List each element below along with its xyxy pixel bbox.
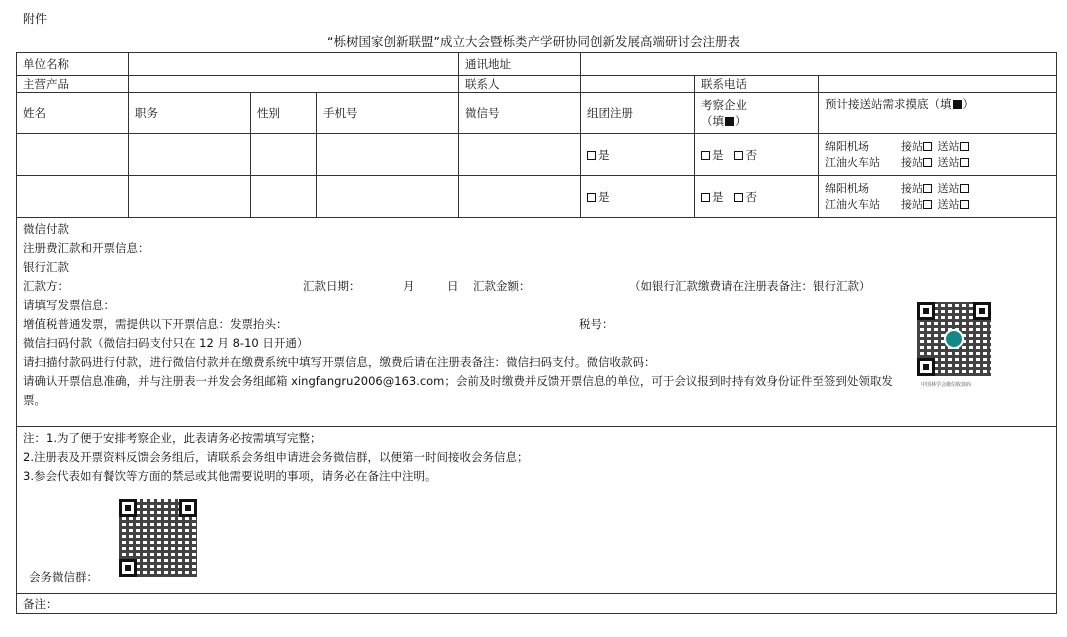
jiangyou-pickup-checkbox[interactable] <box>923 158 932 167</box>
inspect-header <box>695 93 819 134</box>
inspect-no-checkbox[interactable] <box>734 151 743 160</box>
inspect-cell <box>695 134 819 176</box>
remarks-cell[interactable] <box>17 594 1057 614</box>
filled-square-icon <box>725 117 734 126</box>
notes-cell <box>17 427 1057 594</box>
payment-line-1: 微信付款 <box>23 222 69 236</box>
mianyang-pickup-checkbox[interactable] <box>923 184 932 193</box>
invoice-title-label: 增值税普通发票，需提供以下开票信息：发票抬头： <box>23 317 288 331</box>
group-cell <box>581 176 695 218</box>
pickup-label: 接站 <box>901 155 924 169</box>
payment-line-2: 注册费汇款和开票信息： <box>23 241 150 255</box>
address-label: 通讯地址 <box>459 53 581 76</box>
notes-row <box>17 427 1057 594</box>
month-label: 月 <box>403 279 415 293</box>
no-label: 否 <box>745 189 757 204</box>
yes-label: 是 <box>712 189 724 204</box>
mobile-cell[interactable] <box>317 176 459 218</box>
dropoff-label: 送站 <box>937 139 960 153</box>
mianyang-dropoff-checkbox[interactable] <box>960 184 969 193</box>
payment-qr-code <box>917 302 991 376</box>
payment-cell <box>17 218 1057 427</box>
yes-label: 是 <box>598 189 610 204</box>
dropoff-label: 送站 <box>937 155 960 169</box>
transfer-cell <box>819 176 1057 218</box>
contact-field[interactable] <box>581 76 695 93</box>
jiangyou-line <box>825 155 1050 171</box>
wechat-group-qr-code <box>119 499 197 577</box>
yes-label: 是 <box>712 147 724 162</box>
payment-row <box>17 218 1057 427</box>
remitter-label: 汇款方： <box>23 279 69 293</box>
phone-label: 联系电话 <box>695 76 819 93</box>
unit-name-field[interactable] <box>129 53 459 76</box>
position-cell[interactable] <box>129 176 251 218</box>
inspect-fill-prefix: （填 <box>701 114 725 128</box>
position-cell[interactable] <box>129 134 251 176</box>
transfer-header <box>819 93 1057 134</box>
contact-label: 联系人 <box>459 76 581 93</box>
inspect-no-checkbox[interactable] <box>734 193 743 202</box>
filled-square-icon <box>953 100 962 109</box>
dropoff-label: 送站 <box>937 181 960 195</box>
name-cell[interactable] <box>17 134 129 176</box>
day-label: 日 <box>447 279 459 293</box>
gender-cell[interactable] <box>251 134 317 176</box>
inspect-header-line2 <box>701 113 812 129</box>
wechat-header: 微信号 <box>459 93 581 134</box>
group-yes-checkbox[interactable] <box>587 151 596 160</box>
product-row <box>17 76 1057 93</box>
pickup-label: 接站 <box>901 181 924 195</box>
payment-line-4 <box>23 277 1050 296</box>
name-cell[interactable] <box>17 176 129 218</box>
phone-field[interactable] <box>819 76 1057 93</box>
jiangyou-label: 江油火车站 <box>825 197 881 211</box>
group-cell <box>581 134 695 176</box>
qr-caption: 中国林学会微信收款码 <box>921 382 972 388</box>
product-label: 主营产品 <box>17 76 129 93</box>
gender-header: 性别 <box>251 93 317 134</box>
remit-amount-label: 汇款金额： <box>473 279 531 293</box>
inspect-fill-suffix: ） <box>735 114 747 128</box>
transfer-header-suffix: ） <box>962 97 975 111</box>
note-3: 3.参会代表如有餐饮等方面的禁忌或其他需要说明的事项，请务必在备注中注明。 <box>23 469 437 483</box>
pickup-label: 接站 <box>901 139 924 153</box>
payment-line-10: 票。 <box>23 393 46 407</box>
attachment-label: 附件 <box>23 12 48 26</box>
mianyang-line <box>825 181 1050 197</box>
no-label: 否 <box>745 147 757 162</box>
tax-id-label: 税号： <box>579 317 614 331</box>
payment-line-3: 银行汇款 <box>23 260 69 274</box>
group-label: 会务微信群： <box>29 570 98 584</box>
wechat-cell[interactable] <box>459 134 581 176</box>
unit-row <box>17 53 1057 76</box>
pickup-label: 接站 <box>901 197 924 211</box>
product-field[interactable] <box>129 76 459 93</box>
gender-cell[interactable] <box>251 176 317 218</box>
payment-line-7: 微信扫码付款（微信扫码支付只在 12 月 8-10 日开通） <box>23 336 309 350</box>
transfer-cell <box>819 134 1057 176</box>
registration-table <box>16 52 1057 614</box>
payment-line-5: 请填写发票信息： <box>23 298 115 312</box>
mobile-header: 手机号 <box>317 93 459 134</box>
mianyang-line <box>825 139 1050 155</box>
jiangyou-pickup-checkbox[interactable] <box>923 200 932 209</box>
table-row <box>17 176 1057 218</box>
jiangyou-line <box>825 197 1050 213</box>
mobile-cell[interactable] <box>317 134 459 176</box>
bank-remit-note: （如银行汇款缴费请在注册表备注：银行汇款） <box>629 279 871 293</box>
yes-label: 是 <box>598 147 610 162</box>
mianyang-label: 绵阳机场 <box>825 139 870 153</box>
unit-name-label: 单位名称 <box>17 53 129 76</box>
remarks-label: 备注： <box>23 596 58 611</box>
form-title: “栎树国家创新联盟”成立大会暨栎类产学研协同创新发展高端研讨会注册表 <box>327 34 740 49</box>
note-2: 2.注册表及开票资料反馈会务组后，请联系会务组申请进会务微信群，以便第一时间接收会务信息； <box>23 450 529 464</box>
name-header: 姓名 <box>17 93 129 134</box>
jiangyou-dropoff-checkbox[interactable] <box>960 200 969 209</box>
note-1: 注：1.为了便于安排考察企业，此表请务必按需填写完整； <box>23 431 322 445</box>
payment-line-8: 请扫描付款码进行付款，进行微信付款并在缴费系统中填写开票信息，缴费后请在注册表备注：微信扫码支付。微信收款码： <box>23 355 656 369</box>
jiangyou-dropoff-checkbox[interactable] <box>960 158 969 167</box>
group-header: 组团注册 <box>581 93 695 134</box>
transfer-header-text: 预计接送站需求摸底（填 <box>825 97 952 111</box>
remarks-row <box>17 594 1057 614</box>
header-row <box>17 93 1057 134</box>
group-yes-checkbox[interactable] <box>587 193 596 202</box>
position-header: 职务 <box>129 93 251 134</box>
payment-line-9: 请确认开票信息准确，并与注册表一并发会务组邮箱 xingfangru2006@163.com；会前及时缴费并反馈开票信息的单位，可于会议报到时持有效身份证件至签到处领取发 <box>23 374 893 388</box>
inspect-yes-checkbox[interactable] <box>701 151 710 160</box>
jiangyou-label: 江油火车站 <box>825 155 881 169</box>
address-field[interactable] <box>581 53 1057 76</box>
wechat-cell[interactable] <box>459 176 581 218</box>
inspect-cell <box>695 176 819 218</box>
dropoff-label: 送站 <box>937 197 960 211</box>
inspect-yes-checkbox[interactable] <box>701 193 710 202</box>
payment-line-6 <box>23 315 1050 334</box>
table-row <box>17 134 1057 176</box>
mianyang-label: 绵阳机场 <box>825 181 870 195</box>
inspect-header-line1: 考察企业 <box>701 98 748 112</box>
remit-date-label: 汇款日期： <box>303 279 361 293</box>
mianyang-dropoff-checkbox[interactable] <box>960 142 969 151</box>
mianyang-pickup-checkbox[interactable] <box>923 142 932 151</box>
